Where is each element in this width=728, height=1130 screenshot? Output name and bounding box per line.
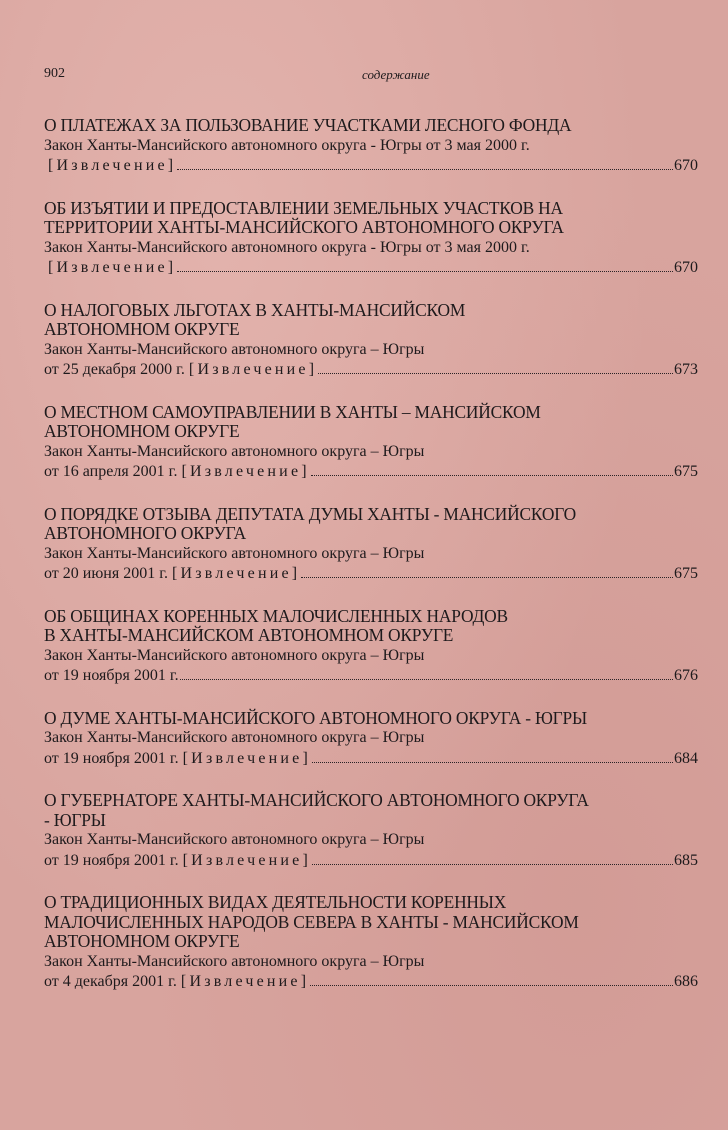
entry-date: от 19 ноября 2001 г. (44, 749, 183, 767)
entry-title-line: МАЛОЧИСЛЕННЫХ НАРОДОВ СЕВЕРА В ХАНТЫ - МАНСИЙСКОМ (44, 911, 579, 932)
entry-extract-tag: [Извлечение] (171, 565, 301, 582)
entry-page-number: 673 (674, 361, 698, 378)
entry-title-line: ТЕРРИТОРИИ ХАНТЫ-МАНСИЙСКОГО АВТОНОМНОГО ОКРУГА (44, 217, 564, 237)
dot-leader (311, 463, 673, 476)
dot-leader (312, 750, 673, 763)
running-title: содержание (362, 67, 430, 82)
entry-date-and-tag (44, 155, 176, 176)
entry-extract-tag: [Извлечение] (182, 851, 311, 869)
entry-page-number: 686 (674, 973, 698, 990)
entry-title-line: АВТОНОМНОМ ОКРУГЕ (44, 421, 240, 441)
entry-date-and-tag (44, 971, 309, 992)
toc-entry (44, 301, 698, 381)
entry-page-number: 684 (674, 749, 698, 767)
entry-title-line: О ПЛАТЕЖАХ ЗА ПОЛЬЗОВАНИЕ УЧАСТКАМИ ЛЕСНОГО ФОНДА (44, 115, 572, 135)
entry-law-line: Закон Ханты-Мансийского автономного округа - Югры от 3 мая 2000 г. (44, 136, 530, 154)
entry-date: от 4 декабря 2001 г. (44, 973, 181, 990)
entry-title-line: О ГУБЕРНАТОРЕ ХАНТЫ-МАНСИЙСКОГО АВТОНОМНОГО ОКРУГА (44, 790, 589, 810)
entry-leader-row (44, 257, 698, 278)
entry-title-line: АВТОНОМНОМ ОКРУГЕ (44, 319, 240, 339)
toc-entry (44, 403, 698, 483)
entry-extract-tag: [Извлечение] (182, 749, 311, 767)
entry-leader-row (44, 850, 698, 871)
dot-leader (310, 973, 673, 986)
dot-leader (177, 259, 673, 272)
entry-title-line: ОБ ОБЩИНАХ КОРЕННЫХ МАЛОЧИСЛЕННЫХ НАРОДОВ (44, 605, 508, 626)
entry-law-line: Закон Ханты-Мансийского автономного округа – Югры (44, 729, 425, 746)
toc-entry (44, 199, 698, 279)
entry-title-line: О ДУМЕ ХАНТЫ-МАНСИЙСКОГО АВТОНОМНОГО ОКРУГА - ЮГРЫ (44, 707, 587, 728)
dot-leader (180, 667, 673, 680)
entry-leader-row (44, 155, 698, 176)
entry-date-and-tag (44, 665, 179, 686)
entry-date: от 16 апреля 2001 г. (44, 463, 182, 480)
entry-date-and-tag (44, 850, 311, 871)
toc-entry (44, 791, 698, 871)
entry-title-line: О ПОРЯДКЕ ОТЗЫВА ДЕПУТАТА ДУМЫ ХАНТЫ - МАНСИЙСКОГО (44, 503, 577, 524)
entry-title-line: АВТОНОМНОМ ОКРУГЕ (44, 931, 240, 951)
entry-page-number: 670 (674, 157, 698, 174)
entry-page-number: 675 (674, 463, 698, 480)
entry-law-line: Закон Ханты-Мансийского автономного округа – Югры (44, 442, 425, 460)
entry-leader-row (44, 563, 698, 584)
entry-law-line: Закон Ханты-Мансийского автономного округа – Югры (44, 544, 425, 562)
page-header (44, 66, 694, 86)
toc-entry (44, 116, 698, 176)
entry-date-and-tag (44, 563, 300, 584)
page-number: 902 (44, 66, 65, 81)
entry-date: от 19 ноября 2001 г. (44, 667, 179, 684)
entry-date: от 19 ноября 2001 г. (44, 851, 183, 869)
table-of-contents (44, 116, 698, 1015)
entry-leader-row (44, 665, 698, 686)
dot-leader (318, 361, 673, 374)
toc-entry (44, 893, 698, 992)
entry-date-and-tag (44, 359, 317, 380)
entry-title-line: О ТРАДИЦИОННЫХ ВИДАХ ДЕЯТЕЛЬНОСТИ КОРЕННЫХ (44, 892, 507, 912)
entry-title-line: О МЕСТНОМ САМОУПРАВЛЕНИИ В ХАНТЫ – МАНСИЙСКОМ (44, 401, 541, 422)
entry-law-line: Закон Ханты-Мансийского автономного округа - Югры от 3 мая 2000 г. (44, 238, 530, 256)
entry-law-line: Закон Ханты-Мансийского автономного округа – Югры (44, 340, 425, 358)
entry-title-line: В ХАНТЫ-МАНСИЙСКОМ АВТОНОМНОМ ОКРУГЕ (44, 625, 454, 645)
entry-extract-tag: [Извлечение] (48, 259, 177, 276)
entry-date-and-tag (44, 748, 311, 769)
entry-leader-row (44, 971, 698, 992)
entry-date: от 25 декабря 2000 г. (44, 361, 189, 378)
entry-law-line: Закон Ханты-Мансийского автономного округа – Югры (44, 831, 425, 848)
entry-leader-row (44, 359, 698, 380)
entry-leader-row (44, 461, 698, 482)
entry-extract-tag: [Извлечение] (48, 157, 177, 174)
toc-entry (44, 709, 698, 769)
toc-entry (44, 607, 698, 687)
dot-leader (177, 157, 673, 170)
entry-extract-tag: [Извлечение] (188, 361, 318, 378)
entry-date-and-tag (44, 257, 176, 278)
entry-law-line: Закон Ханты-Мансийского автономного округа – Югры (44, 646, 425, 664)
entry-date: от 20 июня 2001 г. (44, 565, 172, 582)
entry-leader-row (44, 748, 698, 769)
entry-law-line: Закон Ханты-Мансийского автономного округа – Югры (44, 952, 425, 970)
entry-page-number: 685 (674, 851, 698, 869)
entry-page-number: 670 (674, 259, 698, 276)
entry-title-line: ОБ ИЗЪЯТИИ И ПРЕДОСТАВЛЕНИИ ЗЕМЕЛЬНЫХ УЧАСТКОВ НА (44, 197, 563, 218)
entry-page-number: 675 (674, 565, 698, 582)
entry-page-number: 676 (674, 667, 698, 684)
dot-leader (301, 565, 673, 578)
dot-leader (312, 852, 673, 865)
toc-entry (44, 505, 698, 585)
entry-title-line: - ЮГРЫ (44, 809, 106, 830)
entry-title-line: АВТОНОМНОГО ОКРУГА (44, 523, 246, 543)
entry-title-line: О НАЛОГОВЫХ ЛЬГОТАХ В ХАНТЫ-МАНСИЙСКОМ (44, 299, 466, 320)
entry-extract-tag: [Извлечение] (181, 463, 310, 480)
entry-extract-tag: [Извлечение] (180, 973, 310, 990)
entry-date-and-tag (44, 461, 310, 482)
